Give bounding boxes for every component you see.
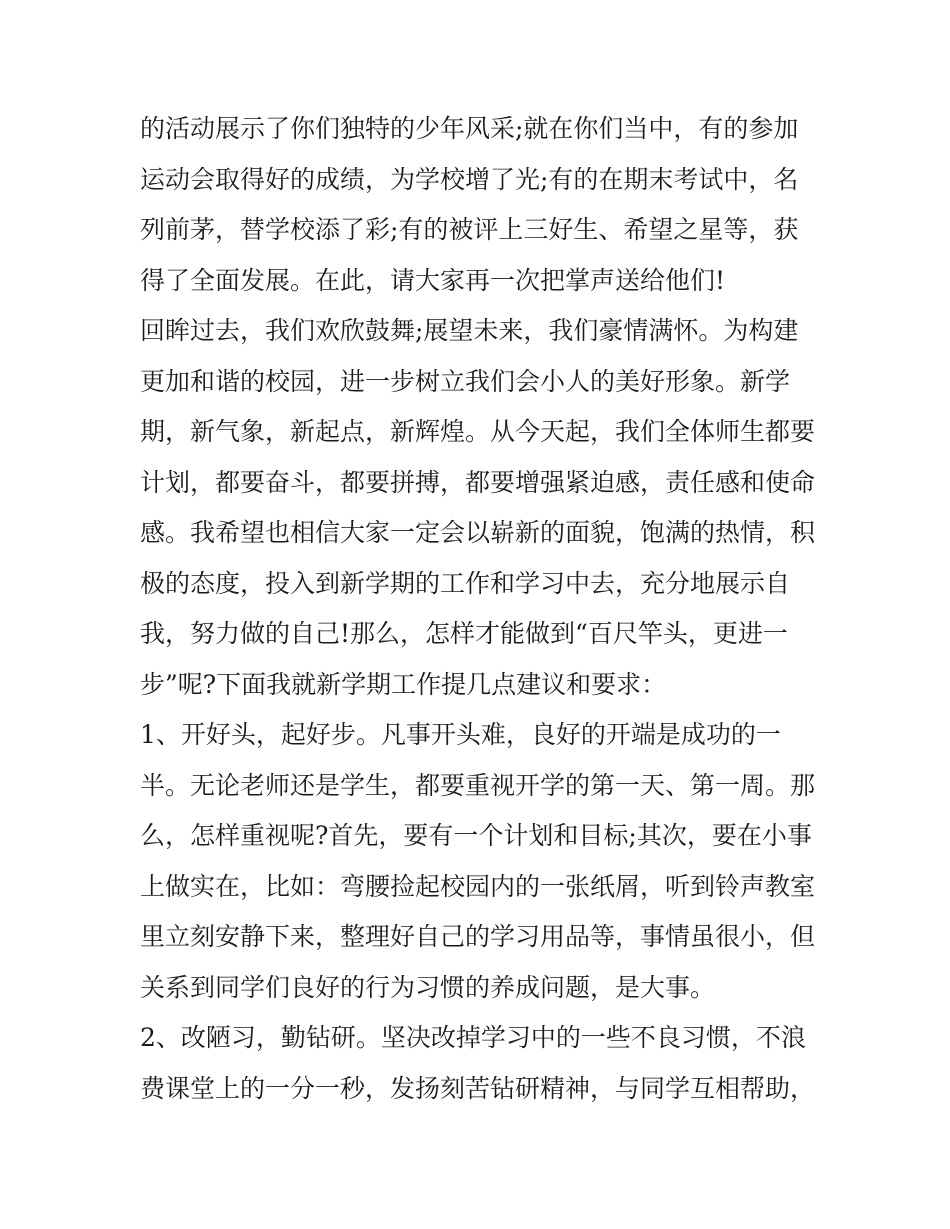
text-line: 半。无论老师还是学生，都要重视开学的第一天、第一周。那 [140, 770, 816, 800]
text-line: 2、改陋习，勤钻研。坚决改掉学习中的一些不良习惯，不浪 [140, 1023, 806, 1052]
text-line: 步”呢?下面我就新学期工作提几点建议和要求： [140, 669, 667, 699]
text-line: 么，怎样重视呢?首先，要有一个计划和目标;其次，要在小事 [140, 821, 812, 850]
text-line: 极的态度，投入到新学期的工作和学习中去，充分地展示自 [140, 568, 791, 598]
text-line: 运动会取得好的成绩，为学校增了光;有的在期末考试中，名 [140, 164, 799, 194]
text-line: 费课堂上的一分一秒，发扬刻苦钻研精神，与同学互相帮助， [140, 1073, 816, 1103]
text-line: 回眸过去，我们欢欣鼓舞;展望未来，我们豪情满怀。为构建 [140, 316, 799, 345]
text-line: 期，新气象，新起点，新辉煌。从今天起，我们全体师生都要 [140, 417, 816, 446]
text-line: 计划，都要奋斗，都要拼搏，都要增强紧迫感，责任感和使命 [140, 467, 816, 497]
text-line: 我，努力做的自己!那么，怎样才能做到“百尺竿头，更进一 [140, 619, 788, 648]
text-line: 的活动展示了你们独特的少年风采;就在你们当中，有的参加 [140, 114, 799, 143]
text-line: 更加和谐的校园，进一步树立我们会小人的美好形象。新学 [140, 366, 791, 396]
text-line: 列前茅，替学校添了彩;有的被评上三好生、希望之星等，获 [140, 215, 799, 244]
text-line: 里立刻安静下来，整理好自己的学习用品等，事情虽很小，但 [140, 922, 816, 951]
text-line: 1、开好头，起好步。凡事开头难，良好的开端是成功的一 [140, 720, 781, 749]
text-line: 上做实在，比如：弯腰捡起校园内的一张纸屑，听到铃声教室 [140, 871, 816, 901]
text-line: 关系到同学们良好的行为习惯的养成问题，是大事。 [140, 972, 716, 1002]
text-line: 得了全面发展。在此，请大家再一次把掌声送给他们! [140, 265, 726, 295]
text-line: 感。我希望也相信大家一定会以崭新的面貌，饱满的热情，积 [140, 518, 816, 547]
body-text [140, 104, 820, 1114]
